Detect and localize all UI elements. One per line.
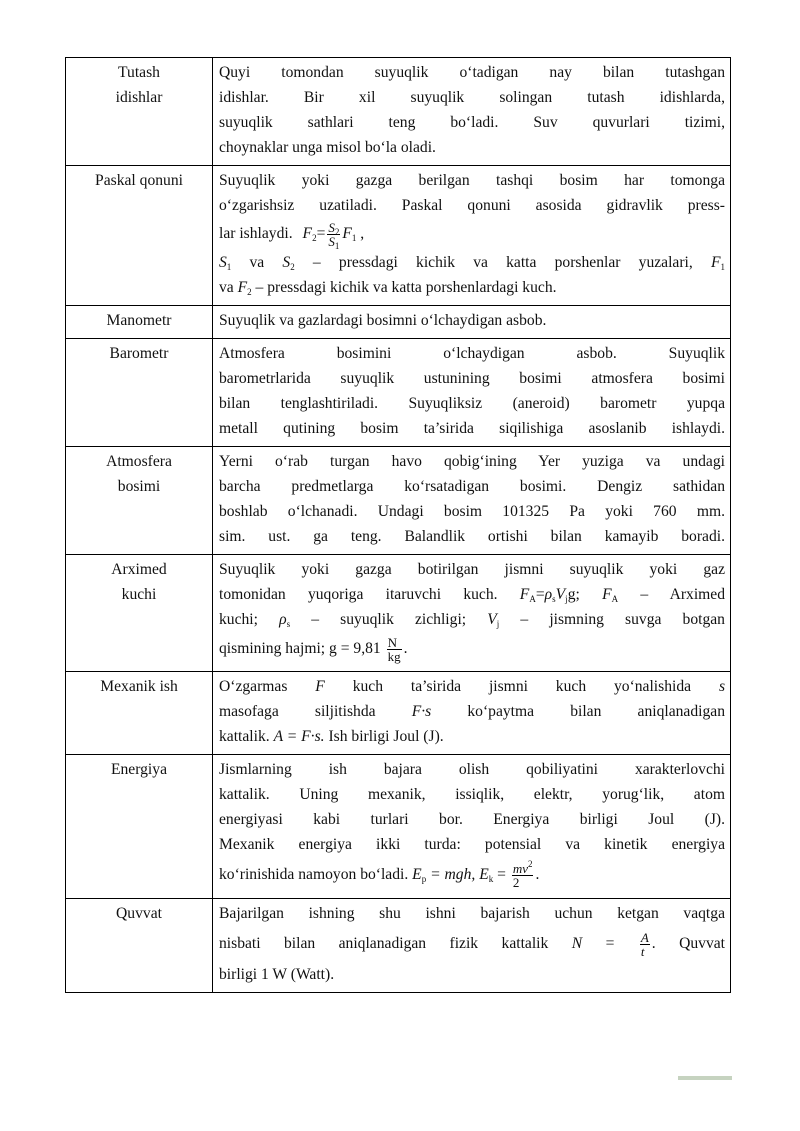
- term-label: Paskal qonuni: [95, 172, 183, 189]
- definition-line: Mexanik energiya ikki turda: potensial va kinetik energiya: [219, 836, 725, 853]
- formula-fraction: $\frac{A}{t}$: [640, 929, 649, 959]
- definition-line: masofaga siljitishda F·s ko‘paytma bilan aniqlanadigan: [219, 703, 725, 720]
- energy-formula: $E_p$ = mgh, $E_k$ = $\frac{mv^2}{2}$ .: [412, 858, 540, 890]
- unit-fraction: $\frac{N}{kg}$: [387, 634, 401, 664]
- term-label: bosimi: [117, 478, 161, 495]
- term-cell: [66, 306, 213, 339]
- definition-cell: [213, 166, 731, 306]
- definition-line: o‘zgarishsiz uzatiladi. Paskal qonuni asosida gidravlik press-: [219, 197, 725, 214]
- definition-line: Yerni o‘rab turgan havo qobig‘ining Yer yuziga va undagi: [219, 453, 725, 470]
- term-cell: [66, 555, 213, 672]
- term-label: kuchi: [121, 586, 157, 603]
- table-row: [66, 166, 731, 306]
- definition-line: $S_1$ va $S_2$ – pressdagi kichik va katta porshenlar yuzalari, $F_1$: [219, 254, 725, 272]
- term-cell: [66, 339, 213, 447]
- power-formula: N = $\frac{A}{t}$: [571, 929, 649, 959]
- definition-line: boshlab o‘lchanadi. Undagi bosim 101325 Pa yoki 760 mm.: [219, 503, 725, 520]
- definition-line: Suyuqlik yoki gazga berilgan tashqi bosim har tomonga: [219, 172, 725, 189]
- term-cell: [66, 755, 213, 899]
- definition-line: kattalik. Uning mexanik, issiqlik, elektr, yorug‘lik, atom: [219, 786, 725, 803]
- definition-line: kuchi; $\rho_s$ – suyuqlik zichligi; $V_j$ – jismning suvga botgan: [219, 611, 725, 629]
- definition-cell: [213, 755, 731, 899]
- definition-line: energiyasi kabi turlari bor. Energiya birligi Joul (J).: [219, 811, 725, 828]
- definition-line: va $F_2$ – pressdagi kichik va katta porshenlardagi kuch.: [219, 279, 557, 297]
- definition-line: birligi 1 W (Watt).: [219, 966, 335, 983]
- definition-cell: [213, 58, 731, 166]
- table-row: [66, 899, 731, 993]
- term-label: Energiya: [110, 761, 167, 778]
- definition-line: lar ishlaydi. $F_2=$ $\frac{S_2}{S_1}$ $F_1$ ,: [219, 219, 365, 251]
- definition-line: O‘zgarmas F kuch ta’sirida jismni kuch yo‘nalishida s: [219, 678, 726, 695]
- definition-line: kattalik. A = F·s. Ish birligi Joul (J).: [219, 728, 444, 745]
- table-row: [66, 755, 731, 899]
- definition-line: Suyuqlik va gazlardagi bosimni o‘lchaydigan asbob.: [219, 312, 547, 329]
- archimedes-formula: $F_A=\rho_sV_jg$;: [519, 586, 580, 604]
- pascal-formula: $F_2=$ $\frac{S_2}{S_1}$ $F_1$ ,: [302, 219, 365, 251]
- footer-rule: [678, 1076, 732, 1080]
- table-row: [66, 58, 731, 166]
- definition-line: Bajarilgan ishning shu ishni bajarish uchun ketgan vaqtga: [219, 905, 725, 922]
- term-label: idishlar: [115, 89, 163, 106]
- term-label: Quvvat: [116, 905, 162, 922]
- table-row: [66, 447, 731, 555]
- definition-line: barcha predmetlarga ko‘rsatadigan bosimi. Dengiz sathidan: [219, 478, 725, 495]
- term-label: Tutash: [118, 64, 160, 81]
- definition-line: Atmosfera bosimini o‘lchaydigan asbob. Suyuqlik: [219, 345, 725, 362]
- formula-fraction: $\frac{S_2}{S_1}$: [328, 219, 340, 251]
- term-label: Mexanik ish: [100, 678, 178, 695]
- definition-line: ko‘rinishida namoyon bo‘ladi. $E_p$ = mgh, $E_k$ = $\frac{mv^2}{2}$ .: [219, 858, 540, 890]
- definition-line: tomonidan yuqoriga itaruvchi kuch. $F_A=\rho_sV_jg$; $F_A$ – Arximed: [219, 586, 726, 604]
- term-label: Manometr: [106, 312, 172, 329]
- definition-cell: [213, 306, 731, 339]
- formula-fraction: $\frac{mv^2}{2}$: [512, 858, 533, 890]
- definition-cell: [213, 447, 731, 555]
- definition-cell: [213, 899, 731, 993]
- definition-line: barometrlarida suyuqlik ustunining bosimi atmosfera bosimi: [219, 370, 725, 387]
- definition-line: Suyuqlik yoki gazga botirilgan jismni suyuqlik yoki gaz: [219, 561, 725, 578]
- table-row: [66, 555, 731, 672]
- term-cell: [66, 166, 213, 306]
- term-label: Arximed: [111, 561, 167, 578]
- term-cell: [66, 58, 213, 166]
- definition-line: idishlar. Bir xil suyuqlik solingan tutash idishlarda,: [219, 89, 725, 106]
- table-row: [66, 339, 731, 447]
- physics-glossary-table: [65, 57, 731, 993]
- definition-line: Jismlarning ish bajara olish qobiliyatini xarakterlovchi: [219, 761, 725, 778]
- term-label: Barometr: [109, 345, 169, 362]
- term-cell: [66, 672, 213, 755]
- definition-line: sim. ust. ga teng. Balandlik ortishi bilan kamayib boradi.: [219, 528, 725, 545]
- term-cell: [66, 447, 213, 555]
- term-cell: [66, 899, 213, 993]
- definition-cell: [213, 672, 731, 755]
- definition-line: choynaklar unga misol bo‘la oladi.: [219, 139, 436, 156]
- definition-line: suyuqlik sathlari teng bo‘ladi. Suv quvurlari tizimi,: [219, 114, 725, 131]
- definition-line: Quyi tomondan suyuqlik o‘tadigan nay bilan tutashgan: [219, 64, 725, 81]
- definition-line: nisbati bilan aniqlanadigan fizik kattalik N = $\frac{A}{t}$ . Quvvat: [219, 929, 726, 959]
- definition-cell: [213, 555, 731, 672]
- work-formula: A = F·s.: [273, 728, 325, 745]
- definition-line: qismining hajmi; g = 9,81 $\frac{N}{kg}$ .: [219, 634, 408, 664]
- definition-line: metall qutining bosim ta’sirida siqilishiga asoslanib ishlaydi.: [219, 420, 725, 437]
- table-row: [66, 306, 731, 339]
- table-row: [66, 672, 731, 755]
- definition-cell: [213, 339, 731, 447]
- definition-line: bilan tenglashtiriladi. Suyuqliksiz (aneroid) barometr yupqa: [219, 395, 725, 412]
- term-label: Atmosfera: [106, 453, 172, 470]
